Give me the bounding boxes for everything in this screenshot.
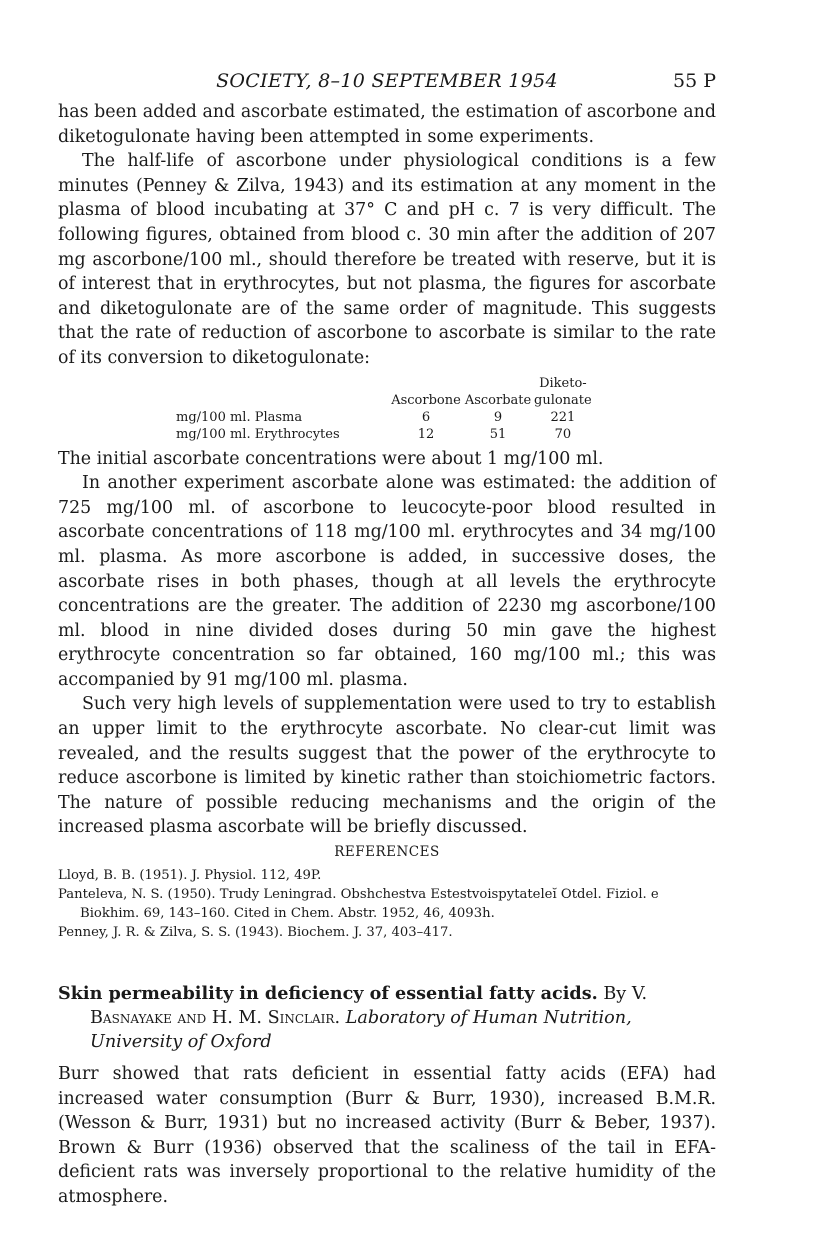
table-header-row [176,375,592,392]
reference-item: Penney, J. R. & Zilva, S. S. (1943). Biochem. J. 37, 403–417. [58,925,453,941]
article-affiliation: Laboratory of Human Nutrition, University of Oxford [90,1008,632,1053]
table-cell: 70 [554,426,572,442]
article [58,982,716,1210]
reference-item: Panteleva, N. S. (1950). Trudy Leningrad. Obshchestva Estestvoispytateleĭ Otdel. Fiziol. e Biokhim. 69, 143–160. Cited in Chem. Abstr. 1952, 46, 4093h. [58,887,659,922]
table-cell: 51 [489,426,507,442]
column-header: gulonate [534,392,592,408]
table-row [176,409,592,426]
column-header: Ascorbate [464,392,532,408]
paragraph: The initial ascorbate concentrations were about 1 mg/100 ml. [58,448,604,469]
running-header [58,70,716,100]
column-header: Diketo- [539,375,587,391]
page-number: 55 P [672,70,716,92]
article-body: Burr showed that rats deficient in essential fatty acids (EFA) had increased water consumption (Burr & Burr, 1930), increased B.M.R. (Wesson & Burr, 1931) but no increased activity (Burr & Beber, 1937). Brown & Burr (1936) observed that the scaliness of the tail in EFA-deficient rats was inversely proportional to the relative humidity of the atmosphere. [58,1064,716,1207]
row-label: mg/100 ml. Plasma [176,409,303,425]
paragraph: has been added and ascorbate estimated, the estimation of ascorbone and diketogulonate having been attempted in some experiments. [58,102,716,147]
running-title: SOCIETY, 8–10 SEPTEMBER 1954 [216,70,558,92]
row-label: mg/100 ml. Erythrocytes [176,426,340,442]
data-table [176,375,592,443]
table-cell: 6 [421,409,431,425]
table-cell: 221 [550,409,576,425]
table-cell: 12 [417,426,435,442]
table-cell: 9 [493,409,503,425]
article-authors: V. Basnayake and H. M. Sinclair. [90,984,648,1029]
table-row [176,426,592,443]
references-heading: REFERENCES [334,844,440,861]
article-heading [58,982,716,1054]
table-header-row [176,392,592,409]
paragraph: Such very high levels of supplementation were used to try to establish an upper limit to the erythrocyte ascorbate. No clear-cut limit was revealed, and the results suggest that the power of the erythrocyte to reduce ascorbone is limited by kinetic rather than stoichiometric factors. The nature of possible reducing mechanisms and the origin of the increased plasma ascorbate will be briefly discussed. [58,694,716,838]
journal-page [58,70,716,1210]
column-header: Ascorbone [391,392,461,408]
paragraph: In another experiment ascorbate alone was estimated: the addition of 725 mg/100 ml. of ascorbone to leucocyte-poor blood resulted in ascorbate concentrations of 118 mg/100 ml. erythrocytes and 34 mg/100 ml. plasma. As more ascorbone is added, in successive doses, the ascorbate rises in both phases, though at all levels the erythrocyte concentrations are the greater. The addition of 2230 mg ascorbone/100 ml. blood in nine divided doses during 50 min gave the highest erythrocyte concentration so far obtained, 160 mg/100 ml.; this was accompanied by 91 mg/100 ml. plasma. [58,473,716,690]
article-by: By [603,984,627,1005]
reference-item: Lloyd, B. B. (1951). J. Physiol. 112, 49P. [58,868,322,884]
paragraph: The half-life of ascorbone under physiological conditions is a few minutes (Penney & Zilva, 1943) and its estimation at any moment in the plasma of blood incubating at 37° C and pH c. 7 is very difficult. The following figures, obtained from blood c. 30 min after the addition of 207 mg ascorbone/100 ml., should therefore be treated with reserve, but it is of interest that in erythrocytes, but not plasma, the figures for ascorbate and diketogulonate are of the same order of magnitude. This suggests that the rate of reduction of ascorbone to ascorbate is similar to the rate of its conversion to diketogulonate: [58,151,716,368]
article-title: Skin permeability in deficiency of essential fatty acids. [58,983,598,1005]
